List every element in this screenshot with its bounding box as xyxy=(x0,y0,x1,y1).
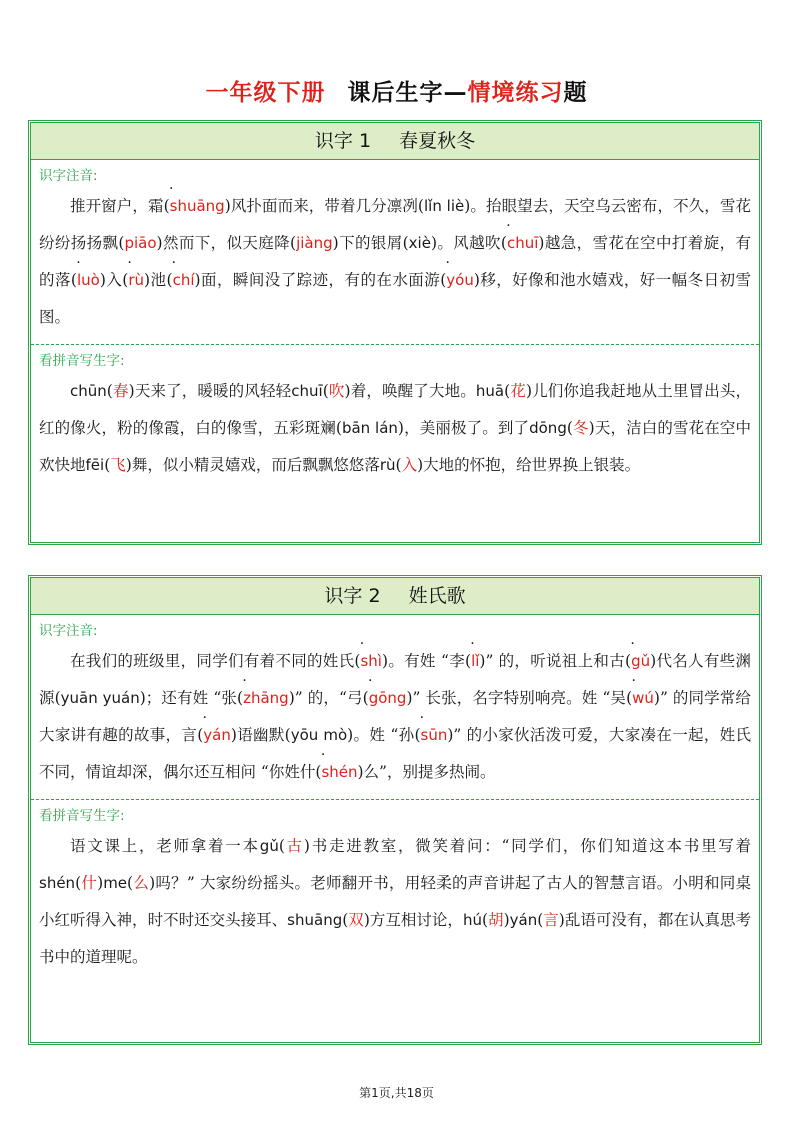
section-label-write: 看拼音写生字: xyxy=(39,808,125,824)
annotate-paragraph: 推开窗户，霜(shuāng)风扑面而来，带着几分凛冽(lǐn liè)。抬眼望去，天空乌云密布，不久，雪花纷纷扬扬飘(piāo)然而下，似天庭降(jiàng)下的银屑(xiè)。风越吹(chuī)越急，雪花在空中打着旋，有的落(luò)入(rù)池(chí)面，瞬间没了踪迹，有的在水面游(yóu)移，好像和池水嬉戏，好一幅冬日初雪图。 xyxy=(39,197,751,326)
section-label-annotate: 识字注音: xyxy=(39,168,98,184)
page-title: 一年级下册 课后生字—情境练习题 xyxy=(205,80,588,106)
lesson-card-1 xyxy=(28,120,762,545)
page-footer: 第1页,共18页 xyxy=(359,1086,434,1100)
lesson-heading: 识字 1 春夏秋冬 xyxy=(31,123,759,160)
lesson-card-2 xyxy=(28,575,762,1045)
write-paragraph: 语文课上，老师拿着一本gǔ(古)书走进教室，微笑着问：“同学们，你们知道这本书里写着shén(什)me(么)吗？” 大家纷纷摇头。老师翻开书，用轻柔的声音讲起了古人的智慧言语。小明和同桌小红听得入神，时不时还交头接耳、shuāng(双)方互相讨论，hú(胡)yán(言)乱语可没有，都在认真思考书中的道理呢。 xyxy=(39,837,751,966)
write-paragraph: chūn(春)天来了，暖暖的风轻轻chuī(吹)着，唤醒了大地。huā(花)儿们你追我赶地从土里冒出头，红的像火，粉的像霞，白的像雪，五彩斑斓(bān lán)，美丽极了。到了dōng(冬)天，洁白的雪花在空中欢快地fēi(飞)舞，似小精灵嬉戏，而后飘飘悠悠落rù(入)大地的怀抱，给世界换上银装。 xyxy=(39,382,751,474)
annotate-paragraph: 在我们的班级里，同学们有着不同的姓氏(shì)。有姓 “李(lǐ)” 的，听说祖上和古(gǔ)代名人有些渊源(yuān yuán)；还有姓 “张(zhāng)” 的，“弓(gōng)” 长张，名字特别响亮。姓 “吴(wú)” 的同学常给大家讲有趣的故事，言(yán)语幽默(yōu mò)。姓 “孙(sūn)” 的小家伙活泼可爱，大家凑在一起，姓氏不同，情谊却深，偶尔还互相问 “你姓什(shén)么”，别提多热闹。 xyxy=(39,652,751,781)
lesson-heading: 识字 2 姓氏歌 xyxy=(31,578,759,615)
section-label-write: 看拼音写生字: xyxy=(39,353,125,369)
section-label-annotate: 识字注音: xyxy=(39,623,98,639)
